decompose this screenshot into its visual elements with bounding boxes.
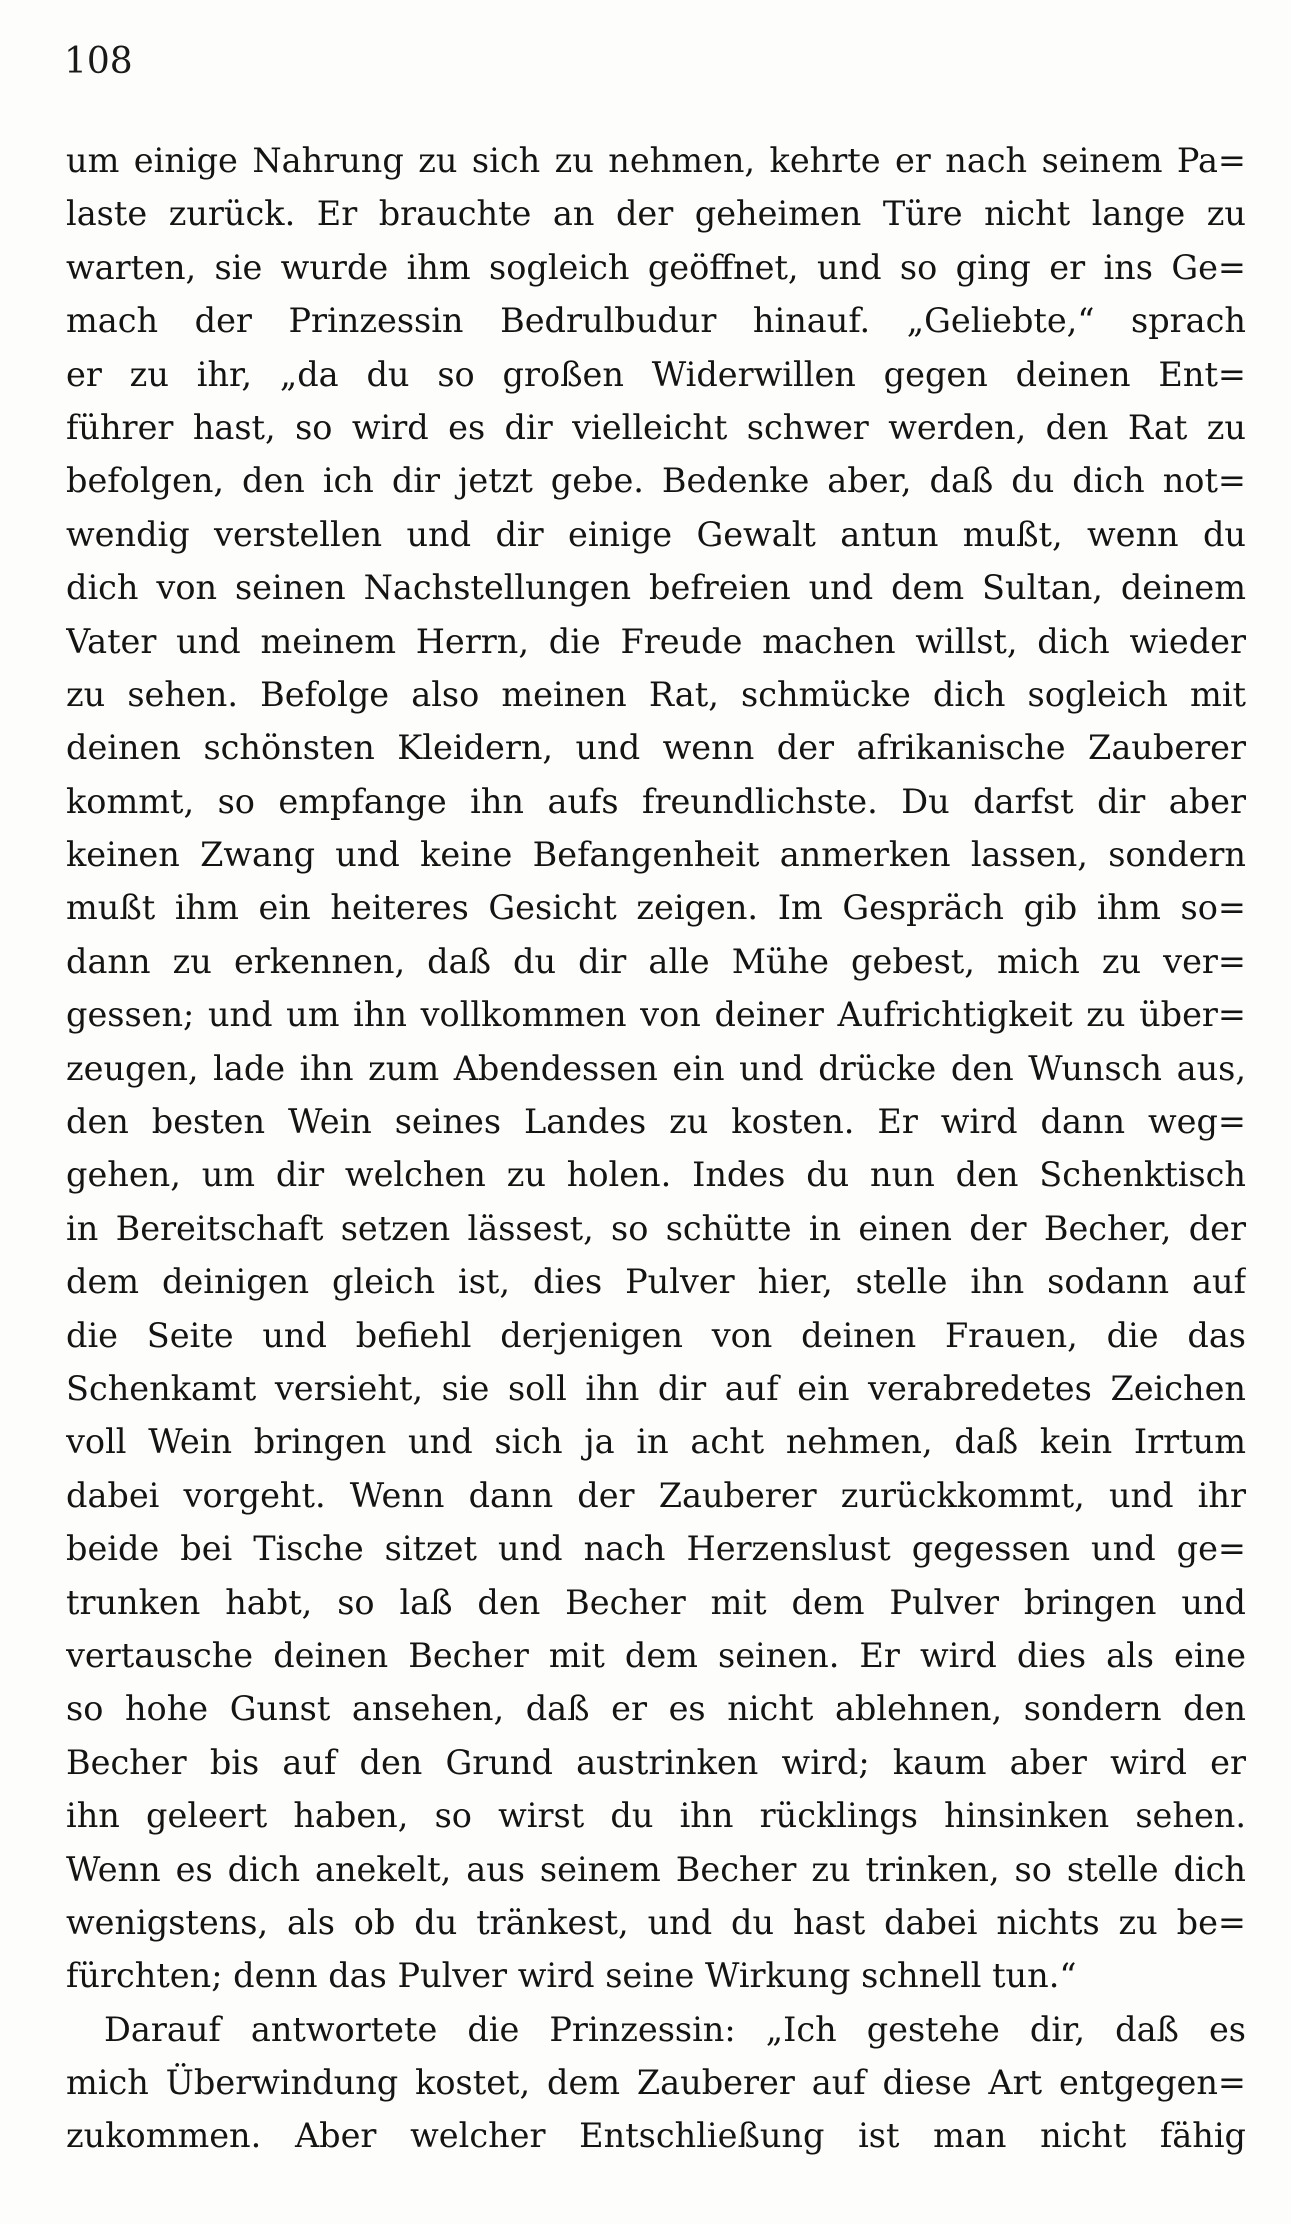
text-line: laste zurück. Er brauchte an der geheimen Türe nicht lange zu bbox=[66, 194, 1246, 234]
text-line: wendig verstellen und dir einige Gewalt antun mußt, wenn du bbox=[66, 514, 1246, 554]
text-line: kommt, so empfange ihn aufs freundlichste. Du darfst dir aber bbox=[66, 781, 1246, 821]
text-line: ihn geleert haben, so wirst du ihn rücklings hinsinken sehen. bbox=[66, 1796, 1246, 1836]
text-line: voll Wein bringen und sich ja in acht nehmen, daß kein Irrtum bbox=[66, 1422, 1246, 1462]
text-line: mach der Prinzessin Bedrulbudur hinauf. „Geliebte,“ sprach bbox=[66, 301, 1246, 341]
body-text bbox=[66, 134, 1246, 2163]
text-line: mußt ihm ein heiteres Gesicht zeigen. Im Gespräch gib ihm so= bbox=[66, 888, 1246, 928]
text-line: gessen; und um ihn vollkommen von deiner Aufrichtigkeit zu über= bbox=[66, 995, 1246, 1035]
text-line: warten, sie wurde ihm sogleich geöffnet, und so ging er ins Ge= bbox=[66, 247, 1246, 287]
text-line: führer hast, so wird es dir vielleicht schwer werden, den Rat zu bbox=[66, 407, 1246, 447]
text-line: dabei vorgeht. Wenn dann der Zauberer zurückkommt, und ihr bbox=[66, 1475, 1246, 1515]
text-line: mich Überwindung kostet, dem Zauberer auf diese Art entgegen= bbox=[66, 2063, 1246, 2103]
text-line: Wenn es dich anekelt, aus seinem Becher zu trinken, so stelle dich bbox=[66, 1849, 1246, 1889]
text-line: Vater und meinem Herrn, die Freude machen willst, dich wieder bbox=[66, 621, 1246, 661]
text-line: Becher bis auf den Grund austrinken wird; kaum aber wird er bbox=[66, 1742, 1246, 1782]
text-line: zukommen. Aber welcher Entschließung ist man nicht fähig bbox=[66, 2116, 1246, 2156]
text-line: wenigstens, als ob du tränkest, und du hast dabei nichts zu be= bbox=[66, 1902, 1246, 1942]
text-line: er zu ihr, „da du so großen Widerwillen gegen deinen Ent= bbox=[66, 354, 1246, 394]
page-number: 108 bbox=[64, 41, 133, 82]
text-line: die Seite und befiehl derjenigen von deinen Frauen, die das bbox=[66, 1315, 1246, 1355]
text-line: gehen, um dir welchen zu holen. Indes du nun den Schenktisch bbox=[66, 1155, 1246, 1195]
text-line: trunken habt, so laß den Becher mit dem Pulver bringen und bbox=[66, 1582, 1246, 1622]
text-line: Darauf antwortete die Prinzessin: „Ich gestehe dir, daß es bbox=[104, 2009, 1246, 2049]
text-line: vertausche deinen Becher mit dem seinen. Er wird dies als eine bbox=[66, 1635, 1246, 1675]
text-line: so hohe Gunst ansehen, daß er es nicht ablehnen, sondern den bbox=[66, 1689, 1246, 1729]
text-line: Schenkamt versieht, sie soll ihn dir auf ein verabredetes Zeichen bbox=[66, 1368, 1246, 1408]
text-line: in Bereitschaft setzen lässest, so schütte in einen der Becher, der bbox=[66, 1208, 1246, 1248]
text-line: befolgen, den ich dir jetzt gebe. Bedenke aber, daß du dich not= bbox=[66, 461, 1246, 501]
text-line: dann zu erkennen, daß du dir alle Mühe gebest, mich zu ver= bbox=[66, 941, 1246, 981]
text-line: dich von seinen Nachstellungen befreien und dem Sultan, deinem bbox=[66, 568, 1246, 608]
text-line: keinen Zwang und keine Befangenheit anmerken lassen, sondern bbox=[66, 835, 1246, 875]
text-line: deinen schönsten Kleidern, und wenn der afrikanische Zauberer bbox=[66, 728, 1246, 768]
text-line: zu sehen. Befolge also meinen Rat, schmücke dich sogleich mit bbox=[66, 674, 1246, 714]
text-line: dem deinigen gleich ist, dies Pulver hier, stelle ihn sodann auf bbox=[66, 1262, 1246, 1302]
text-line: beide bei Tische sitzet und nach Herzenslust gegessen und ge= bbox=[66, 1529, 1246, 1569]
text-line: um einige Nahrung zu sich zu nehmen, kehrte er nach seinem Pa= bbox=[66, 141, 1246, 180]
text-line: fürchten; denn das Pulver wird seine Wirkung schnell tun.“ bbox=[66, 1956, 1077, 1996]
text-line: zeugen, lade ihn zum Abendessen ein und drücke den Wunsch aus, bbox=[66, 1048, 1246, 1088]
text-line: den besten Wein seines Landes zu kosten. Er wird dann weg= bbox=[66, 1102, 1246, 1142]
